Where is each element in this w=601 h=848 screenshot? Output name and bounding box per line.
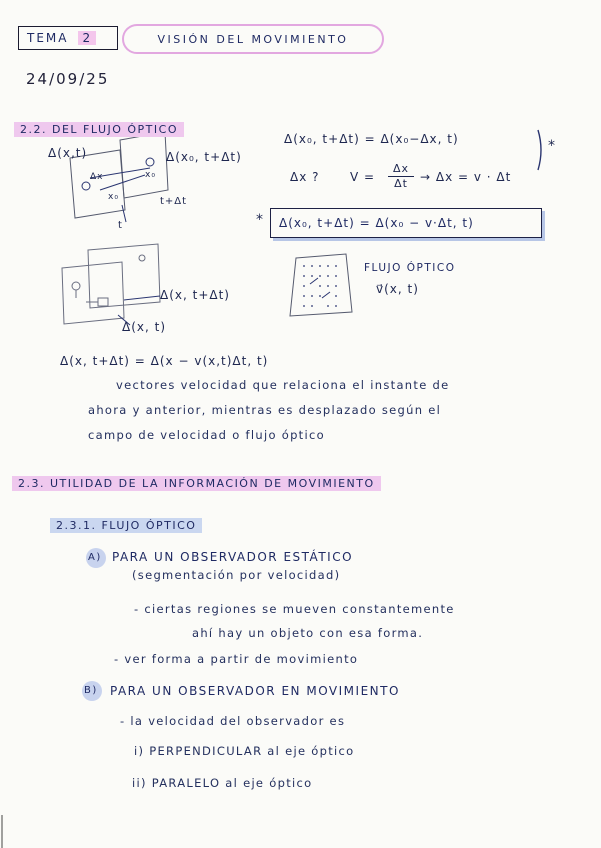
moving-item-2: ii) PARALELO al eje óptico [132, 776, 313, 790]
marker-a: A) [88, 552, 102, 563]
paragraph-line-1: vectores velocidad que relaciona el instante de [116, 378, 450, 392]
section-heading-2-2: 2.2. DEL FLUJO ÓPTICO [14, 122, 184, 137]
page-title: VISIÓN DEL MOVIMIENTO [122, 24, 384, 54]
moving-item-1: i) PERPENDICULAR al eje óptico [134, 744, 355, 758]
fig1-label-x0a: x₀ [145, 170, 156, 180]
flow-field-sketch [290, 254, 352, 316]
frame-plane-front [120, 132, 168, 198]
static-item-2: ahí hay un objeto con esa forma. [192, 626, 424, 640]
fig1-label-x0b: x₀ [108, 192, 119, 202]
fig1-label-tdt: t+Δt [160, 196, 188, 207]
equation-3: Δ(x, t+Δt) = Δ(x − v(x,t)Δt, t) [60, 354, 269, 368]
equation-2-denominator: Δt [388, 176, 414, 190]
date: 24/09/25 [26, 70, 110, 88]
fig1-label-t: t [118, 220, 123, 231]
observer-static-sub: (segmentación por velocidad) [132, 568, 341, 582]
equation-2-result: Δx = v · Δt [435, 170, 512, 184]
frame-2-front [62, 262, 124, 324]
boxed-equation: Δ(x₀, t+Δt) = Δ(x₀ − v·Δt, t) [270, 208, 542, 238]
flow-label: FLUJO ÓPTICO [364, 262, 456, 274]
tema-number: 2 [78, 31, 96, 45]
fig2-label-b: Δ(x, t) [122, 320, 167, 334]
flow-vector-label: v⃗(x, t) [376, 282, 419, 296]
sub-section-heading: 2.3.1. FLUJO ÓPTICO [50, 518, 202, 533]
marker-b: B) [84, 685, 98, 696]
fig1-label-right: Δ(x₀, t+Δt) [166, 150, 242, 164]
tema-label: TEMA [27, 31, 69, 45]
star-mark: * [548, 138, 556, 154]
observer-moving-title: PARA UN OBSERVADOR EN MOVIMIENTO [110, 684, 400, 698]
star-mark-2: * [256, 212, 264, 228]
fig1-label-dx: Δx [90, 172, 104, 182]
paragraph-line-2: ahora y anterior, mientras es desplazado según el [88, 403, 442, 417]
paragraph-line-3: campo de velocidad o flujo óptico [88, 428, 325, 442]
fig1-label-top-left: Δ(x,t) [48, 146, 88, 160]
observer-static-title: PARA UN OBSERVADOR ESTÁTICO [112, 550, 354, 564]
static-item-3: - ver forma a partir de movimiento [114, 652, 359, 666]
static-item-1: - ciertas regiones se mueven constantemente [134, 602, 455, 616]
equation-1: Δ(x₀, t+Δt) = Δ(x₀−Δx, t) [284, 132, 459, 146]
tema-box [18, 26, 118, 50]
equation-2-numerator: Δx [392, 162, 410, 175]
equation-2-v: V = [350, 170, 376, 184]
observer-moving-sub: - la velocidad del observador es [120, 714, 346, 728]
fig2-label-a: Δ(x, t+Δt) [160, 288, 230, 302]
equation-2-question: Δx ? [290, 170, 320, 184]
section-heading-2-3: 2.3. UTILIDAD DE LA INFORMACIÓN DE MOVIMIENTO [12, 476, 381, 491]
